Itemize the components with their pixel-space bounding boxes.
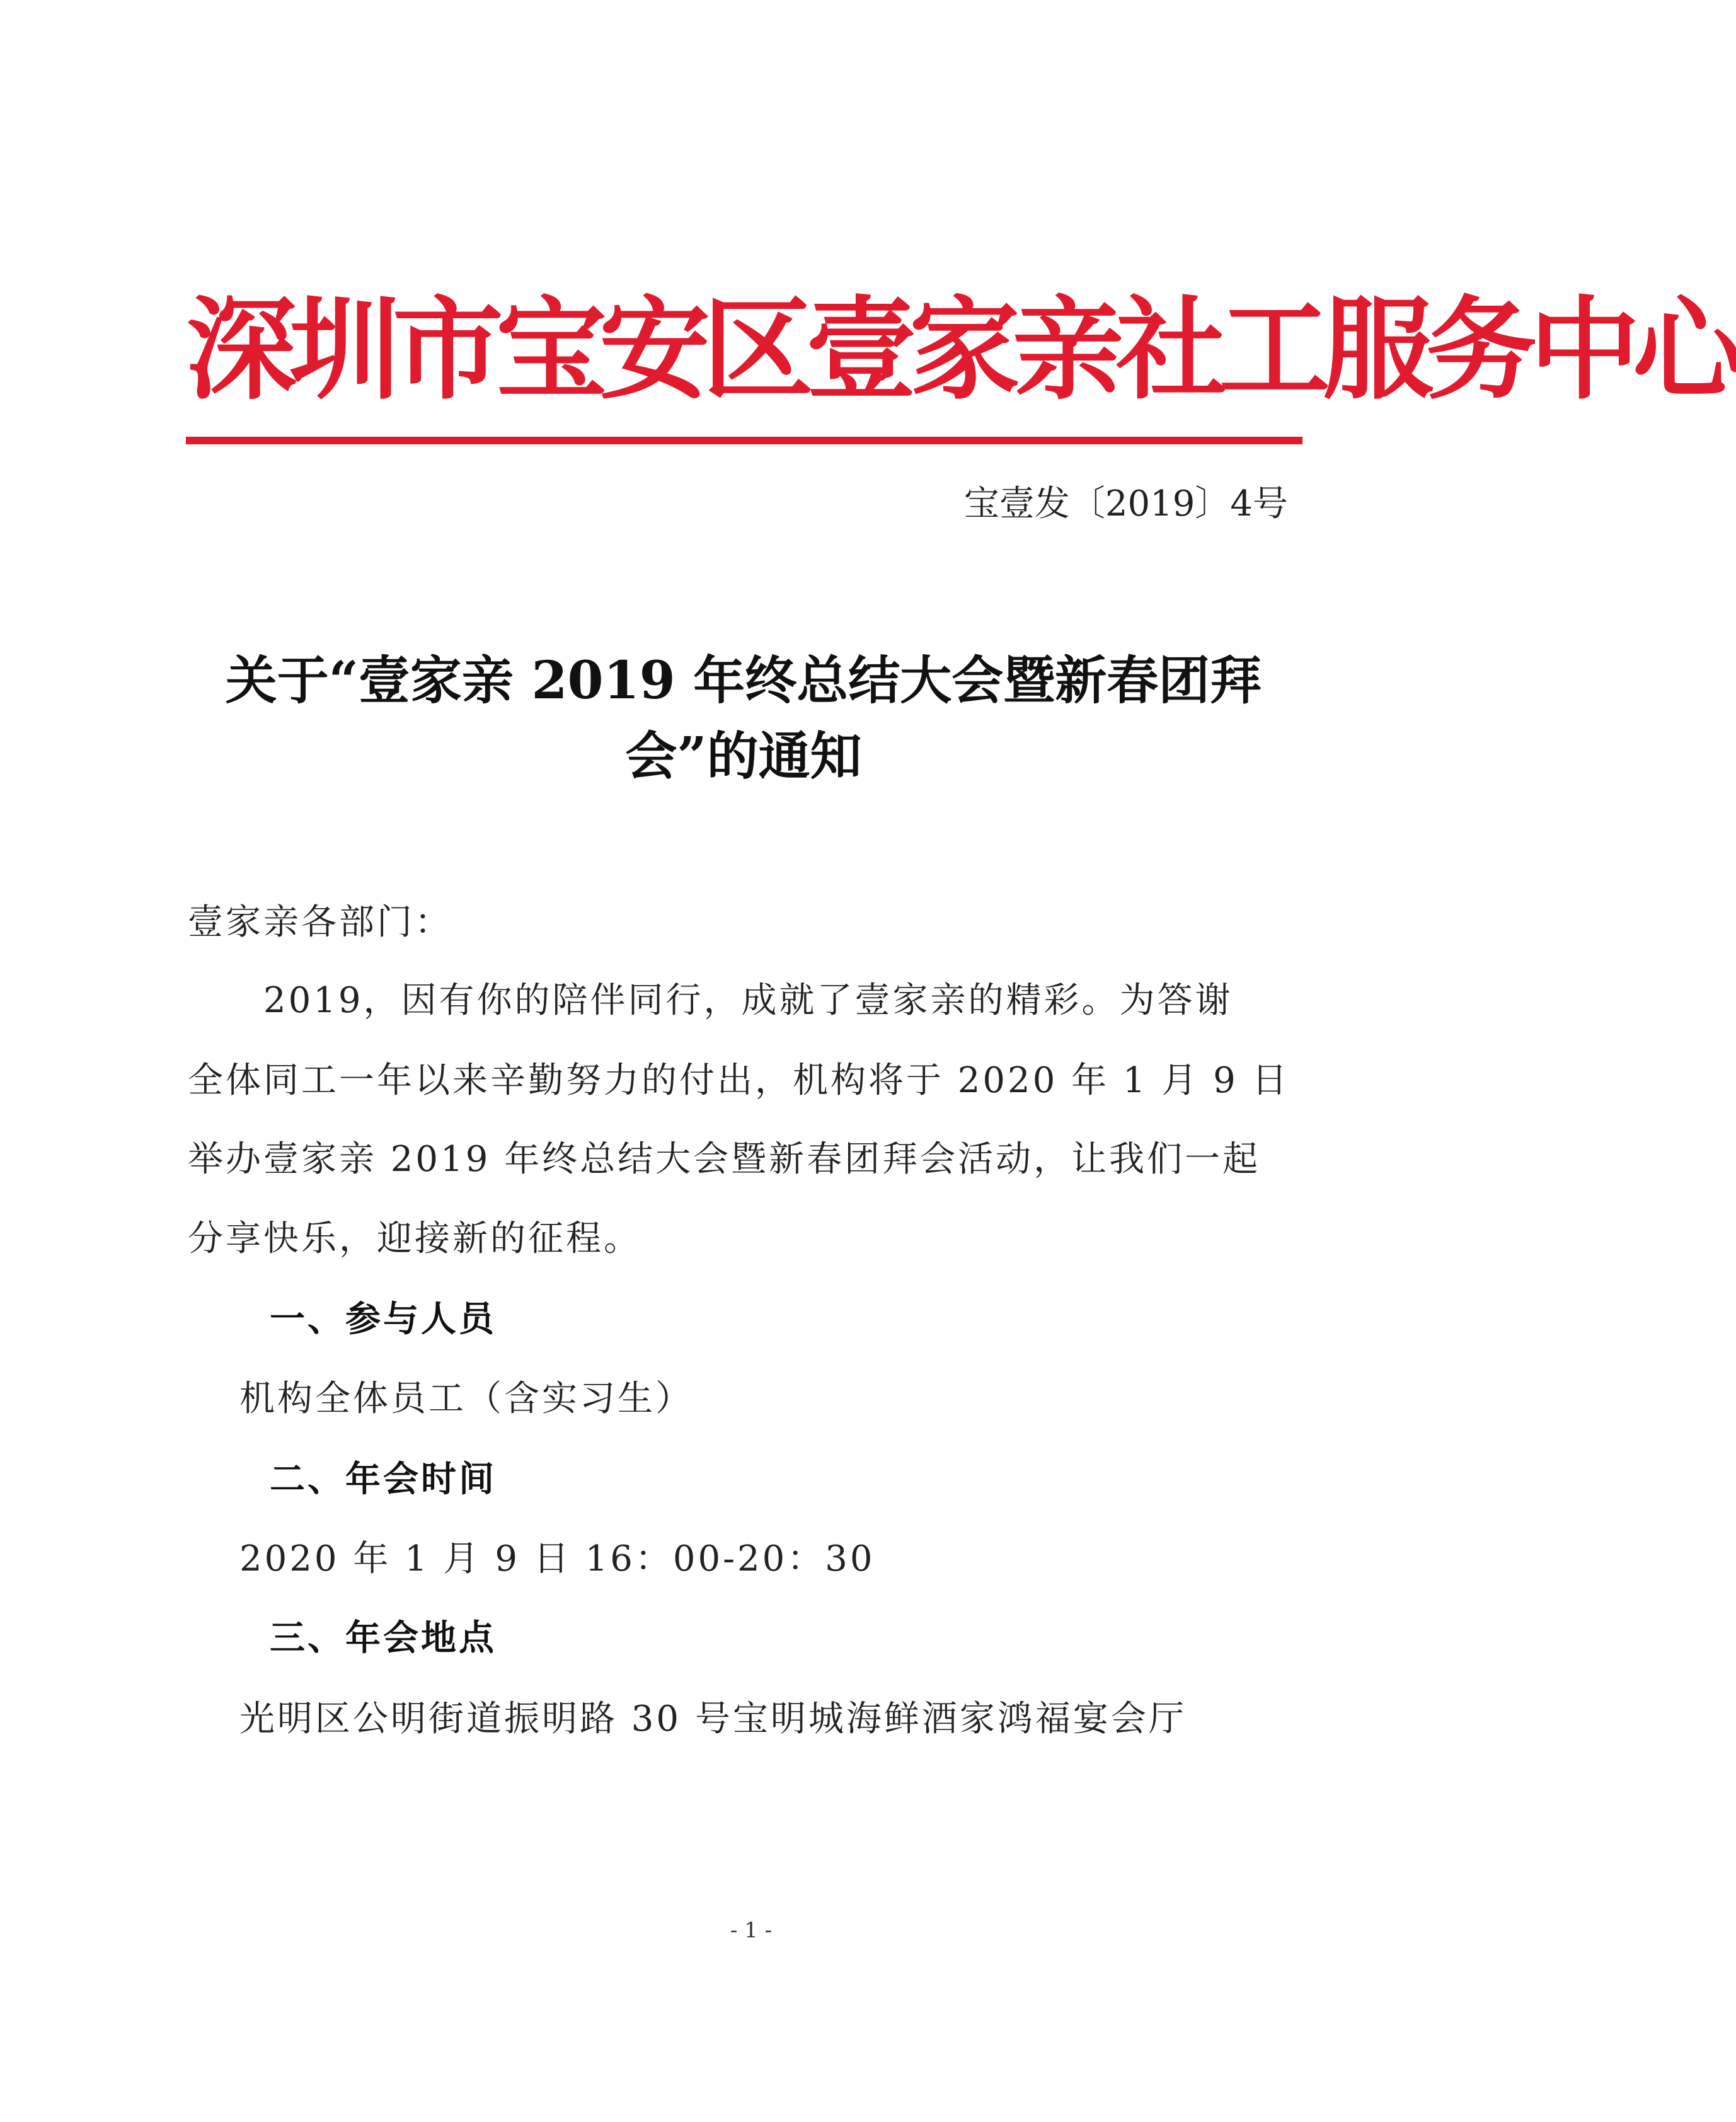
paragraph-line: 分享快乐，迎接新的征程。 <box>188 1218 641 1259</box>
salutation: 壹家亲各部门： <box>188 902 452 943</box>
paragraph-line: 全体同工一年以来辛勤努力的付出，机构将于 2020 年 1 月 9 日 <box>188 1060 1290 1101</box>
section-heading-time: 二、年会时间 <box>270 1459 497 1500</box>
paragraph-line: 举办壹家亲 2019 年终总结大会暨新春团拜会活动，让我们一起 <box>188 1139 1261 1180</box>
section-content-participants: 机构全体员工（含实习生） <box>239 1378 693 1419</box>
section-heading-participants: 一、参与人员 <box>270 1299 497 1340</box>
section-content-time: 2020 年 1 月 9 日 16：00-20：30 <box>239 1538 875 1579</box>
document-number: 宝壹发〔2019〕4号 <box>963 483 1288 524</box>
document-title <box>186 643 1301 794</box>
page-number: - 1 - <box>730 1918 773 1943</box>
document-title-line-1: 关于“壹家亲 2019 年终总结大会暨新春团拜 <box>225 650 1262 711</box>
section-content-location: 光明区公明街道振明路 30 号宝明城海鲜酒家鸿福宴会厅 <box>239 1698 1187 1739</box>
paragraph-line: 2019，因有你的陪伴同行，成就了壹家亲的精彩。为答谢 <box>188 980 1233 1021</box>
red-divider-line <box>186 437 1302 444</box>
document-title-line-2: 会”的通知 <box>625 726 862 787</box>
section-heading-location: 三、年会地点 <box>270 1618 497 1659</box>
organization-header: 深圳市宝安区壹家亲社工服务中心 <box>186 284 1736 415</box>
